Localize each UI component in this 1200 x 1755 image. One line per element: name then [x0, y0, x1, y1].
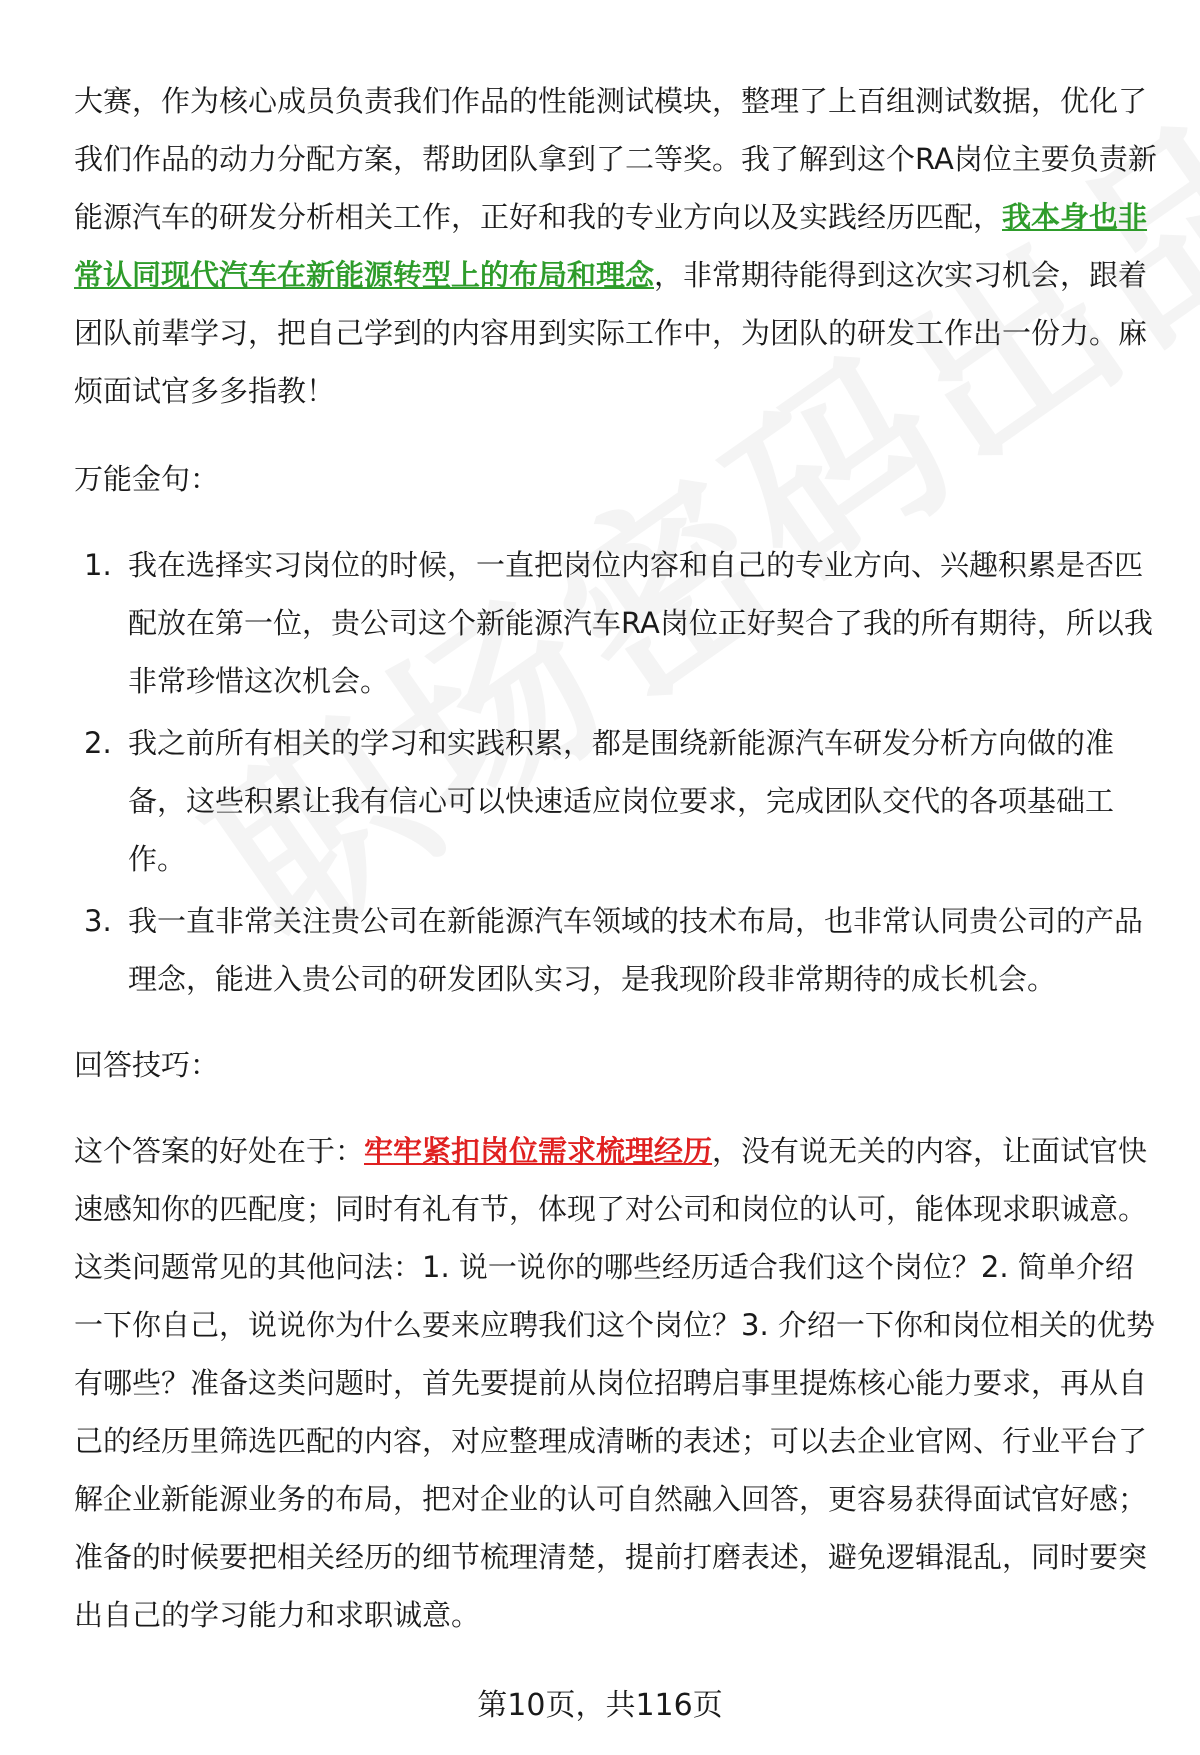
intro-text-after: ，非常期待能得到这次实习机会，跟着团队前辈学习，把自己学到的内容用到实际工作中，为团队的研发工作出一份力。麻烦面试官多多指教！: [74, 258, 1148, 408]
tips-text-after: ，没有说无关的内容，让面试官快速感知你的匹配度；同时有礼有节，体现了对公司和岗位的认可，能体现求职诚意。这类问题常见的其他问法：1. 说一说你的哪些经历适合我们这个岗位？2. 简单介绍一下你自己，说说你为什么要来应聘我们这个岗位？3. 介绍一下你和岗位相关的优势有哪些？准备这类问题时，首先要提前从岗位招聘启事里提炼核心能力要求，再从自己的经历里筛选匹配的内容，对应整理成清晰的表述；可以去企业官网、行业平台了解企业新能源业务的布局，把对企业的认可自然融入回答，更容易获得面试官好感；准备的时候要把相关经历的细节梳理清楚，提前打磨表述，避免逻辑混乱，同时要突出自己的学习能力和求职诚意。: [74, 1134, 1155, 1632]
page-number: 第10页，共116页: [477, 1688, 723, 1723]
intro-text-before: 大赛，作为核心成员负责我们作品的性能测试模块，整理了上百组测试数据，优化了我们作品的动力分配方案，帮助团队拿到了二等奖。我了解到这个RA岗位主要负责新能源汽车的研发分析相关工作，正好和我的专业方向以及实践经历匹配，: [74, 84, 1157, 234]
list-item-text: 我一直非常关注贵公司在新能源汽车领域的技术布局，也非常认同贵公司的产品理念，能进入贵公司的研发团队实习，是我现阶段非常期待的成长机会。: [128, 904, 1144, 996]
tips-highlight: 牢牢紧扣岗位需求梳理经历: [364, 1134, 713, 1168]
golden-sentences-list: [74, 536, 1162, 1008]
list-item-number: 2.: [84, 726, 112, 760]
list-item-text: 我之前所有相关的学习和实践积累，都是围绕新能源汽车研发分析方向做的准备，这些积累让我有信心可以快速适应岗位要求，完成团队交代的各项基础工作。: [128, 726, 1115, 876]
tips-heading: 回答技巧：: [74, 1048, 220, 1082]
list-item-number: 3.: [84, 904, 112, 938]
list-item: [74, 536, 1162, 710]
list-item: [74, 892, 1162, 1008]
page-content: [74, 72, 1162, 1644]
intro-paragraph: [74, 72, 1162, 420]
tips-paragraph: [74, 1122, 1162, 1644]
list-item: [74, 714, 1162, 888]
tips-text-before: 这个答案的好处在于：: [74, 1134, 365, 1168]
intro-highlight: 我本身也非常认同现代汽车在新能源转型上的布局和理念: [74, 200, 1148, 292]
list-item-text: 我在选择实习岗位的时候，一直把岗位内容和自己的专业方向、兴趣积累是否匹配放在第一位，贵公司这个新能源汽车RA岗位正好契合了我的所有期待，所以我非常珍惜这次机会。: [128, 548, 1153, 698]
list-item-number: 1.: [84, 548, 112, 582]
golden-sentences-heading: 万能金句：: [74, 462, 220, 496]
